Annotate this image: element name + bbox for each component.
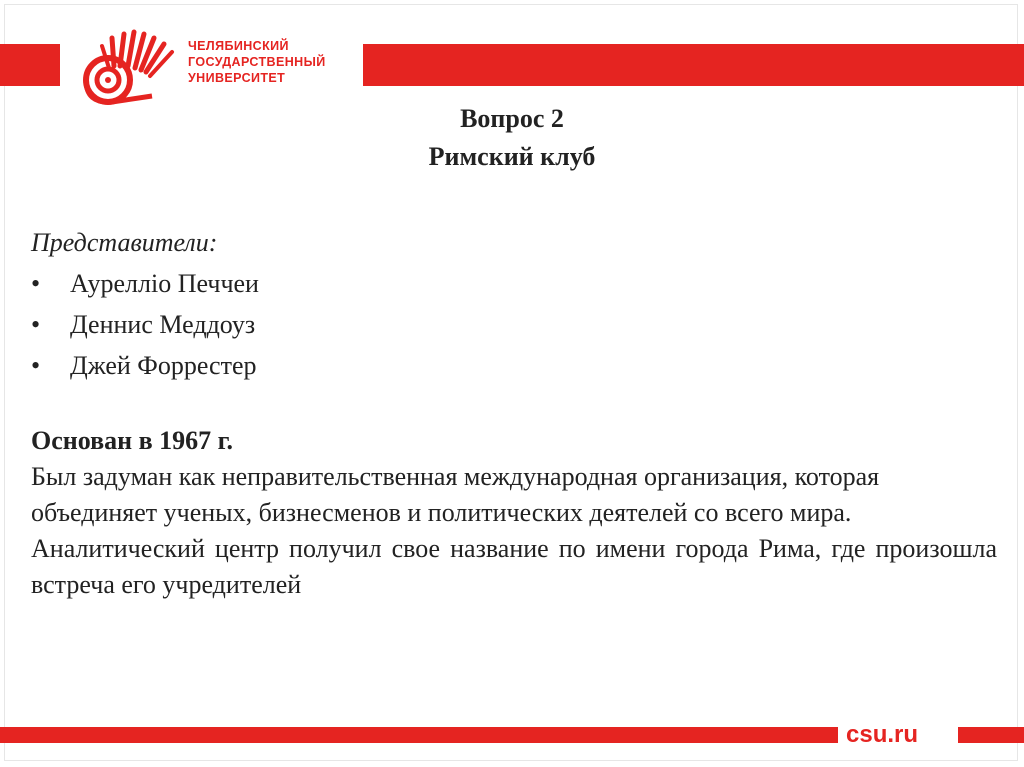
university-name-line2: ГОСУДАРСТВЕННЫЙ [188,55,326,69]
bullet-icon: • [31,310,41,339]
list-item [31,304,997,345]
slide-title [0,100,1024,176]
name-origin-paragraph: Аналитический центр получил свое название по имени города Рима, где произошла встреча его учредителей [31,534,997,599]
bullet-icon: • [31,351,41,380]
footer-bar-right [958,727,1024,743]
founded-heading: Основан в 1967 г. [31,426,234,455]
representative-name: Джей Форрестер [70,351,257,380]
representative-name: Аурелліо Печчеи [70,269,259,298]
representatives-list [31,263,997,386]
title-question-number: Вопрос 2 [460,104,564,133]
list-item [31,263,997,304]
slide-content [31,222,997,603]
description-paragraph: Был задуман как неправительственная международная организация, которая объединяет ученых, бизнесменов и политических деятелей со всего мира. [31,462,880,527]
footer-bar-left [0,727,838,743]
university-name-line3: УНИВЕРСИТЕТ [188,71,286,85]
title-topic: Римский клуб [428,142,596,171]
header-bar-left [0,44,60,86]
university-name-line1: ЧЕЛЯБИНСКИЙ [188,39,289,53]
header-bar-right [363,44,1024,86]
site-url: csu.ru [846,721,919,748]
university-name [188,38,326,86]
representatives-label: Представители: [31,228,218,257]
representative-name: Деннис Меддоуз [70,310,256,339]
university-logo-icon [72,26,182,106]
bullet-icon: • [31,269,41,298]
list-item [31,345,997,386]
